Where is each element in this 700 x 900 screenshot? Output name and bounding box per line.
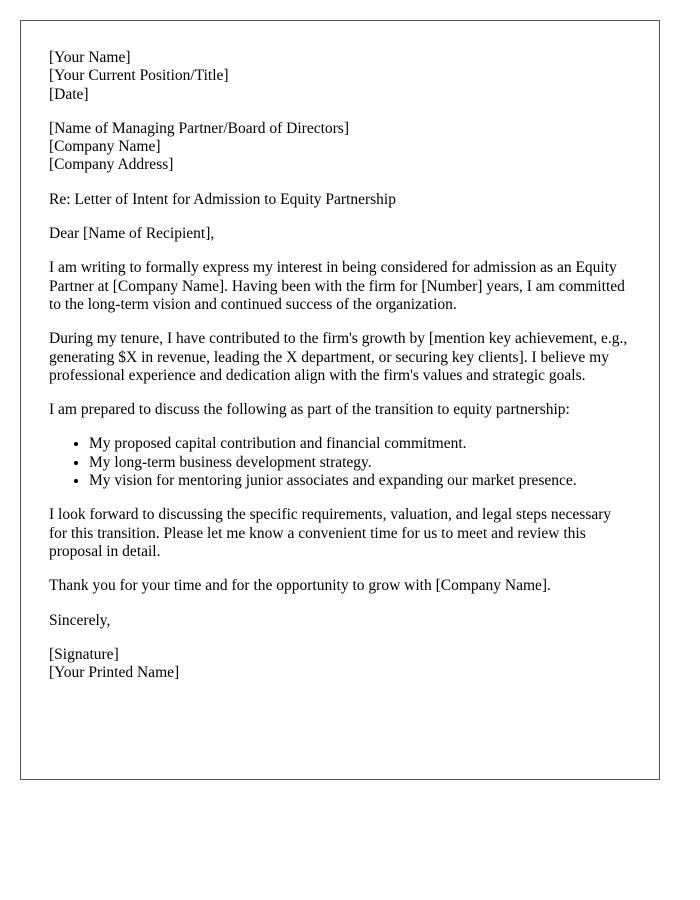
intro-paragraph: I am writing to formally express my interest in being considered for admission as an Equity Partner at [Company Name]. Having been with the firm for [Number] years, I am committed to the long-term vision and continued success of the organization. xyxy=(49,259,625,313)
signature: [Signature] xyxy=(49,645,119,663)
sender-name: [Your Name] xyxy=(49,49,131,66)
tenure-paragraph: During my tenure, I have contributed to the firm's growth by [mention key achievement, e.g., generating $X in revenue, leading the X department, or securing key clients]. I believe my professional experience and dedication align with the firm's values and strategic goals. xyxy=(49,330,628,384)
closing: Sincerely, xyxy=(49,611,111,629)
signature-block xyxy=(49,646,631,683)
sender-position: [Your Current Position/Title] xyxy=(49,67,229,85)
letter-page xyxy=(20,20,660,780)
closing-request-paragraph: I look forward to discussing the specific requirements, valuation, and legal steps necessary for this transition. Please let me know a convenient time for us to meet and review this proposal in detail. xyxy=(49,506,612,560)
recipient-name: [Name of Managing Partner/Board of Directors] xyxy=(49,119,349,137)
thanks-paragraph: Thank you for your time and for the opportunity to grow with [Company Name]. xyxy=(49,577,551,595)
letter-date: [Date] xyxy=(49,85,89,103)
subject-line: Re: Letter of Intent for Admission to Equity Partnership xyxy=(49,190,396,208)
recipient-company: [Company Name] xyxy=(49,138,161,156)
list-item: • My vision for mentoring junior associates and expanding our market presence. xyxy=(89,472,631,490)
salutation: Dear [Name of Recipient], xyxy=(49,225,215,243)
recipient-block xyxy=(49,120,631,175)
transition-paragraph: I am prepared to discuss the following as part of the transition to equity partnership: xyxy=(49,401,570,419)
points-list xyxy=(49,435,631,490)
printed-name: [Your Printed Name] xyxy=(49,664,180,682)
sender-block xyxy=(49,49,631,104)
list-item: • My proposed capital contribution and financial commitment. xyxy=(89,435,631,453)
list-item: • My long-term business development strategy. xyxy=(89,454,631,472)
recipient-address: [Company Address] xyxy=(49,156,174,174)
